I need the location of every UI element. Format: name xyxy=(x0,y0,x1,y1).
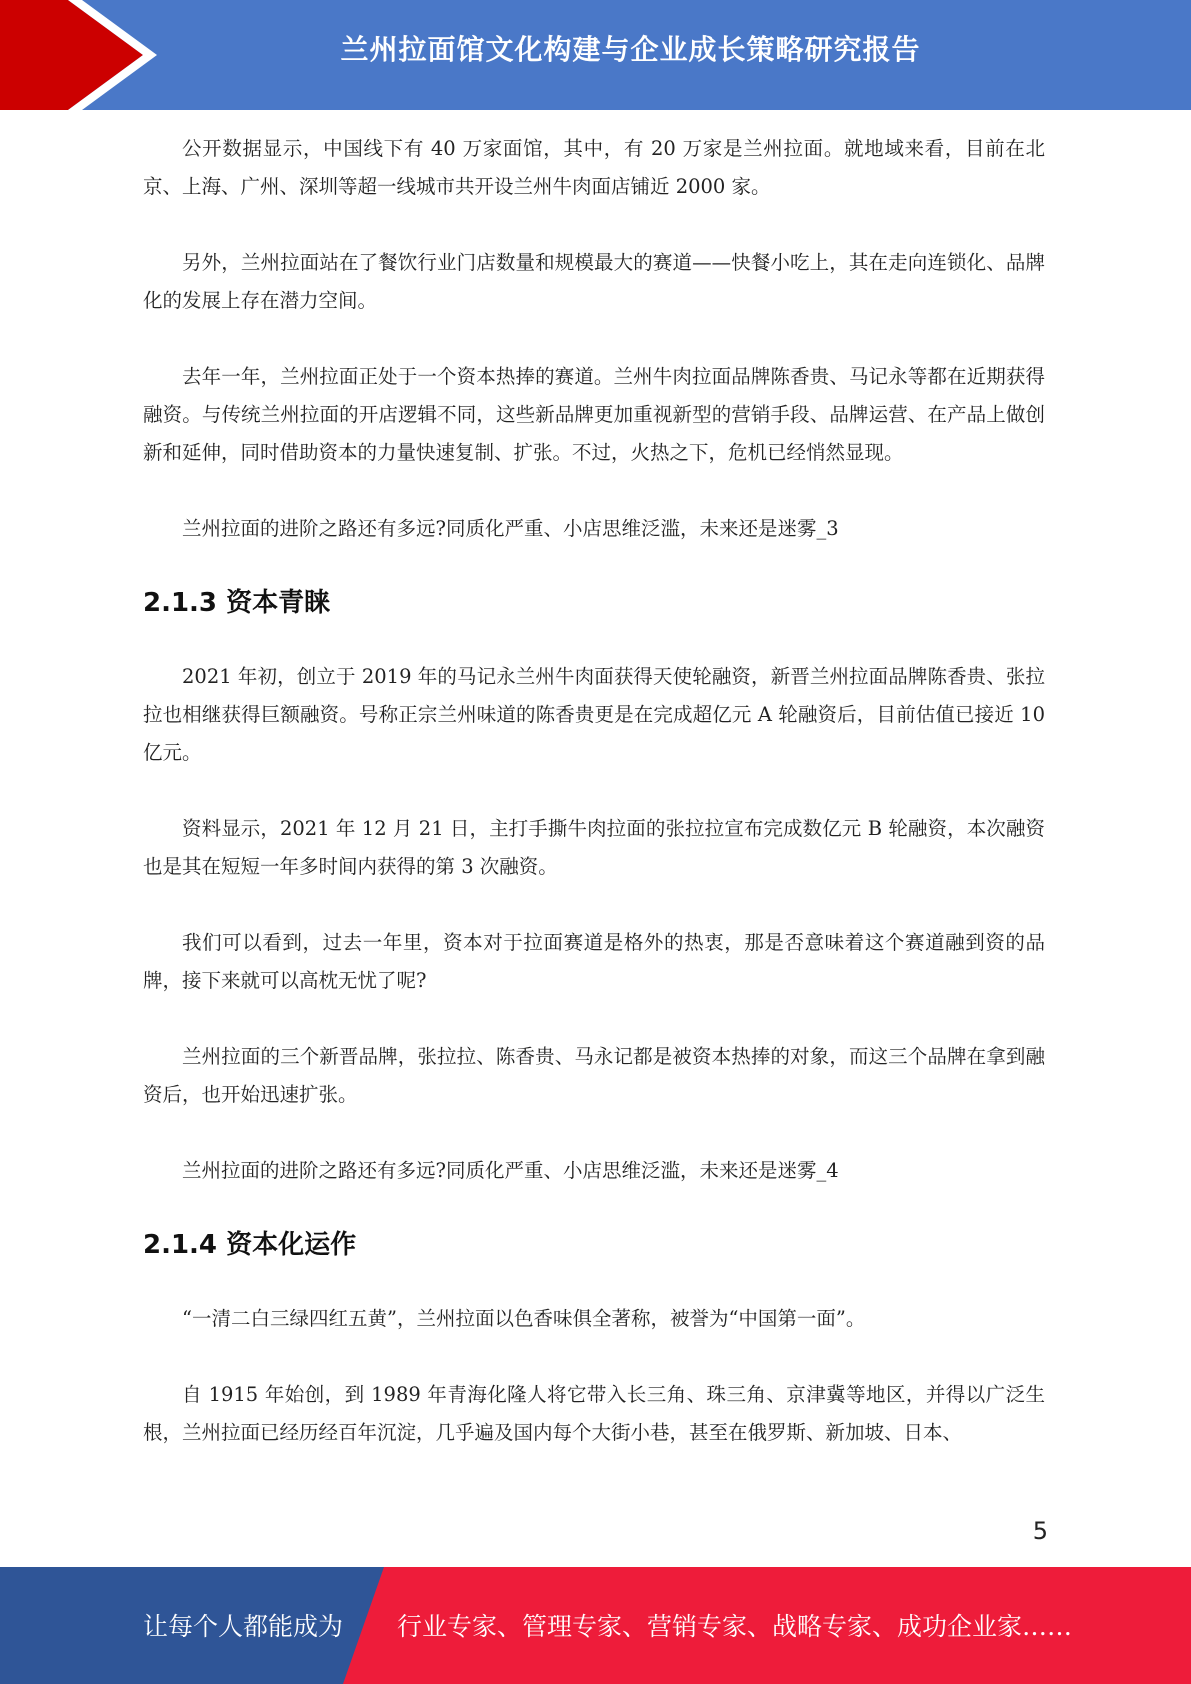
image-caption: 兰州拉面的进阶之路还有多远?同质化严重、小店思维泛滥，未来还是迷雾_3 xyxy=(182,517,839,540)
paragraph: 自 1915 年始创，到 1989 年青海化隆人将它带入长三角、珠三角、京津冀等地区，并得以广泛生根，兰州拉面已经历经百年沉淀，几乎遍及国内每个大街小巷，甚至在俄罗斯、新加坡、日本、 xyxy=(143,1383,1045,1444)
footer-slogan-right: 行业专家、管理专家、营销专家、战略专家、成功企业家…… xyxy=(397,1612,1073,1641)
report-title: 兰州拉面馆文化构建与企业成长策略研究报告 xyxy=(340,33,921,66)
paragraph: 2021 年初，创立于 2019 年的马记永兰州牛肉面获得天使轮融资，新晋兰州拉面品牌陈香贵、张拉拉也相继获得巨额融资。号称正宗兰州味道的陈香贵更是在完成超亿元 A 轮融资后，目前估值已接近 10 亿元。 xyxy=(143,665,1045,764)
paragraph: 兰州拉面的三个新晋品牌，张拉拉、陈香贵、马永记都是被资本热捧的对象，而这三个品牌在拿到融资后，也开始迅速扩张。 xyxy=(143,1045,1045,1106)
paragraph: 去年一年，兰州拉面正处于一个资本热捧的赛道。兰州牛肉拉面品牌陈香贵、马记永等都在近期获得融资。与传统兰州拉面的开店逻辑不同，这些新品牌更加重视新型的营销手段、品牌运营、在产品上做创新和延伸，同时借助资本的力量快速复制、扩张。不过，火热之下，危机已经悄然显现。 xyxy=(143,365,1045,464)
footer-slogan-left: 让每个人都能成为 xyxy=(143,1612,344,1641)
red-chevron-decoration xyxy=(0,0,160,110)
section-heading-2-1-3: 2.1.3 资本青睐 xyxy=(143,588,331,618)
image-caption: 兰州拉面的进阶之路还有多远?同质化严重、小店思维泛滥，未来还是迷雾_4 xyxy=(182,1159,839,1182)
paragraph: 我们可以看到，过去一年里，资本对于拉面赛道是格外的热衷，那是否意味着这个赛道融到资的品牌，接下来就可以高枕无忧了呢? xyxy=(143,931,1045,992)
page-footer xyxy=(0,1567,1191,1684)
section-heading-2-1-4: 2.1.4 资本化运作 xyxy=(143,1230,357,1260)
paragraph: 资料显示，2021 年 12 月 21 日，主打手撕牛肉拉面的张拉拉宣布完成数亿元 B 轮融资，本次融资也是其在短短一年多时间内获得的第 3 次融资。 xyxy=(143,817,1045,878)
page-header xyxy=(0,0,1191,110)
paragraph: 另外，兰州拉面站在了餐饮行业门店数量和规模最大的赛道——快餐小吃上，其在走向连锁化、品牌化的发展上存在潜力空间。 xyxy=(143,251,1045,312)
page-number: 5 xyxy=(1032,1517,1048,1545)
page-body xyxy=(143,130,1045,1490)
paragraph: 公开数据显示，中国线下有 40 万家面馆，其中，有 20 万家是兰州拉面。就地域来看，目前在北京、上海、广州、深圳等超一线城市共开设兰州牛肉面店铺近 2000 家。 xyxy=(143,137,1045,198)
paragraph: “一清二白三绿四红五黄”，兰州拉面以色香味俱全著称，被誉为“中国第一面”。 xyxy=(182,1307,866,1330)
